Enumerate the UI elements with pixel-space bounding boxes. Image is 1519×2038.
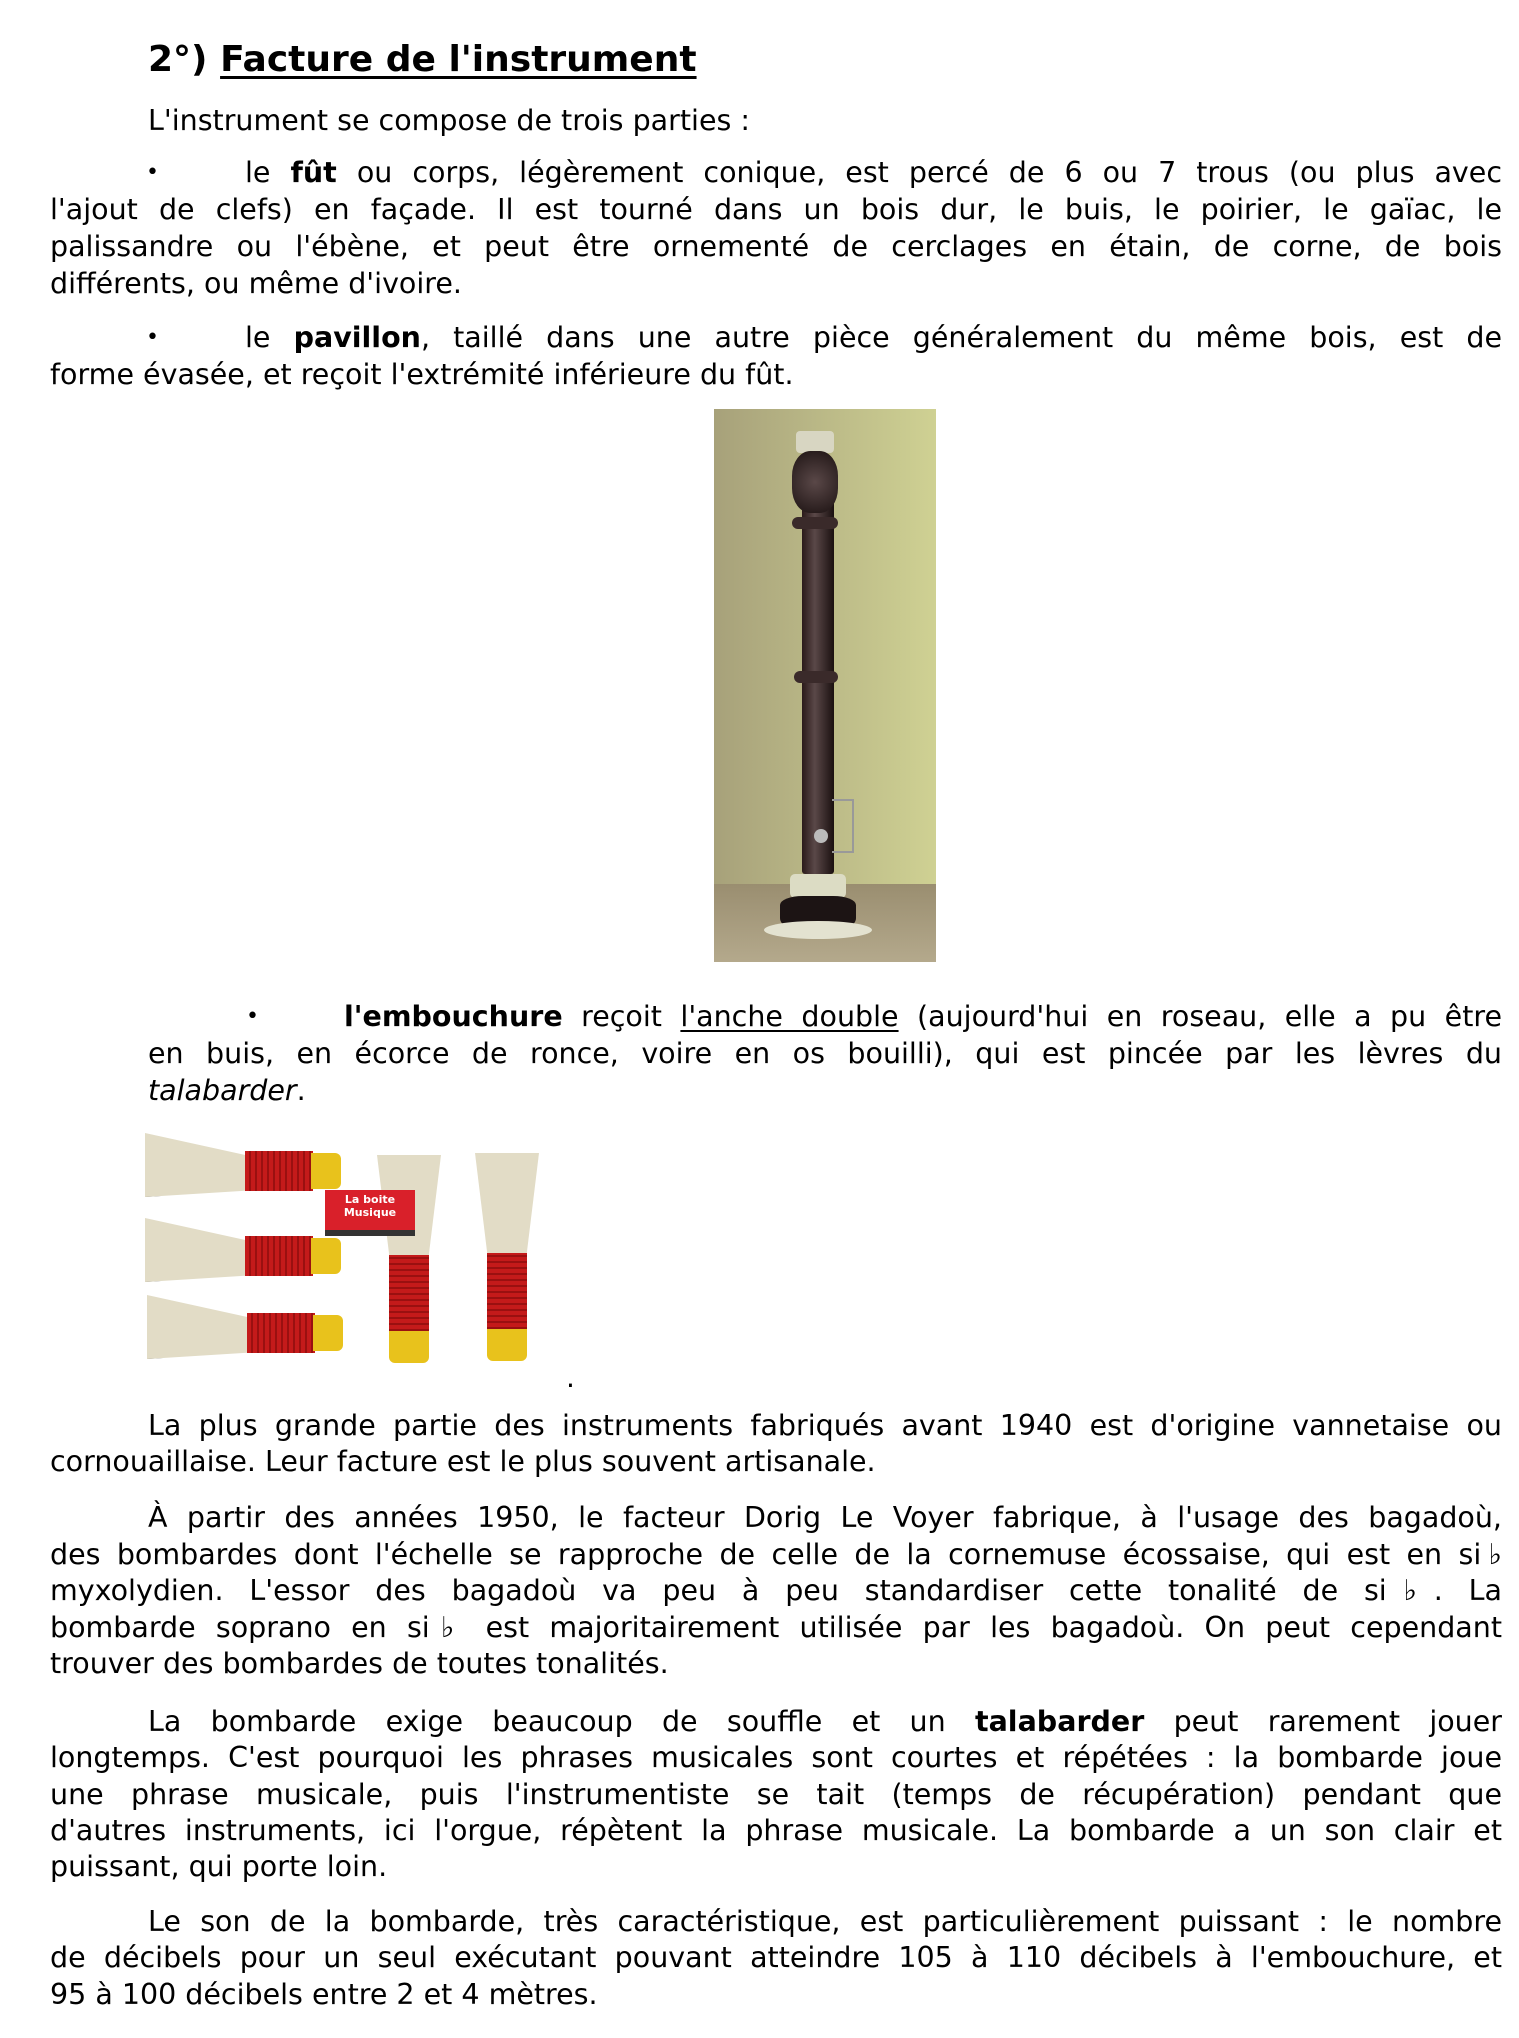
heading-title: Facture de l'instrument xyxy=(220,39,697,80)
para2-line-4: bombarde soprano en si♭ est majoritairement utilisée par les bagadoù. On peut cependant xyxy=(50,1611,1502,1644)
bullet-icon: • xyxy=(246,1004,259,1029)
term-fut: fût xyxy=(290,156,337,189)
item-fut-line-3: palissandre ou l'ébène, et peut être ornementé de cerclages en étain, de corne, de bois xyxy=(50,230,1502,263)
para2-line-2: des bombardes dont l'échelle se rapproche de celle de la cornemuse écossaise, qui est en si♭ xyxy=(50,1538,1502,1571)
bullet-icon: • xyxy=(146,160,159,185)
para2-line-5: trouver des bombardes de toutes tonalités. xyxy=(50,1647,669,1680)
para3-line-5: puissant, qui porte loin. xyxy=(50,1850,388,1883)
para3-line-2: longtemps. C'est pourquoi les phrases musicales sont courtes et répétées : la bombarde joue xyxy=(50,1741,1502,1774)
anche-double-link[interactable]: l'anche double xyxy=(680,1000,899,1033)
intro-text: L'instrument se compose de trois parties : xyxy=(148,104,750,137)
term-talabarder: talabarder xyxy=(148,1074,297,1107)
stray-mark: . xyxy=(566,1361,575,1394)
item-pavillon-line-2: forme évasée, et reçoit l'extrémité inférieure du fût. xyxy=(50,358,794,391)
section-heading xyxy=(148,38,697,82)
item-embouchure-line-2: en buis, en écorce de ronce, voire en os bouilli), qui est pincée par les lèvres du xyxy=(148,1037,1502,1070)
para3-line-1: La bombarde exige beaucoup de souffle et un talabarder peut rarement jouer xyxy=(148,1705,1502,1738)
term-embouchure: l'embouchure xyxy=(344,1000,563,1033)
bullet-icon: • xyxy=(146,325,159,350)
para3-line-4: d'autres instruments, ici l'orgue, répètent la phrase musicale. La bombarde a un son clair et xyxy=(50,1814,1502,1847)
term-talabarder-bold: talabarder xyxy=(974,1705,1145,1738)
item-fut-line-2: l'ajout de clefs) en façade. Il est tourné dans un bois dur, le buis, le poirier, le gaïac, le xyxy=(50,193,1502,226)
item-fut-line-1: le fût ou corps, légèrement conique, est percé de 6 ou 7 trous (ou plus avec xyxy=(245,156,1503,189)
para2-line-3: myxolydien. L'essor des bagadoù va peu à peu standardiser cette tonalité de si♭. La xyxy=(50,1574,1502,1607)
para3-line-3: une phrase musicale, puis l'instrumentiste se tait (temps de récupération) pendant que xyxy=(50,1778,1502,1811)
para4-line-1: Le son de la bombarde, très caractéristique, est particulièrement puissant : le nombre xyxy=(148,1905,1502,1938)
para2-line-1: À partir des années 1950, le facteur Dorig Le Voyer fabrique, à l'usage des bagadoù, xyxy=(148,1501,1502,1534)
para4-line-3: 95 à 100 décibels entre 2 et 4 mètres. xyxy=(50,1978,598,2011)
item-pavillon-line-1: le pavillon, taillé dans une autre pièce généralement du même bois, est de xyxy=(245,321,1502,354)
item-embouchure-line-1: l'embouchure reçoit l'anche double (aujourd'hui en roseau, elle a pu être xyxy=(344,1000,1502,1033)
item-embouchure-line-3: talabarder. xyxy=(148,1074,306,1107)
item-fut-line-4: différents, ou même d'ivoire. xyxy=(50,267,462,300)
reeds-logo: La boite Musique xyxy=(325,1190,415,1230)
para1-line-2: cornouaillaise. Leur facture est le plus souvent artisanale. xyxy=(50,1445,876,1478)
term-pavillon: pavillon xyxy=(293,321,421,354)
bombarde-photo xyxy=(714,409,936,962)
reeds-photo xyxy=(145,1125,560,1370)
heading-number: 2°) xyxy=(148,39,208,80)
para4-line-2: de décibels pour un seul exécutant pouvant atteindre 105 à 110 décibels à l'embouchure, et xyxy=(50,1941,1502,1974)
para1-line-1: La plus grande partie des instruments fabriqués avant 1940 est d'origine vannetaise ou xyxy=(148,1409,1502,1442)
